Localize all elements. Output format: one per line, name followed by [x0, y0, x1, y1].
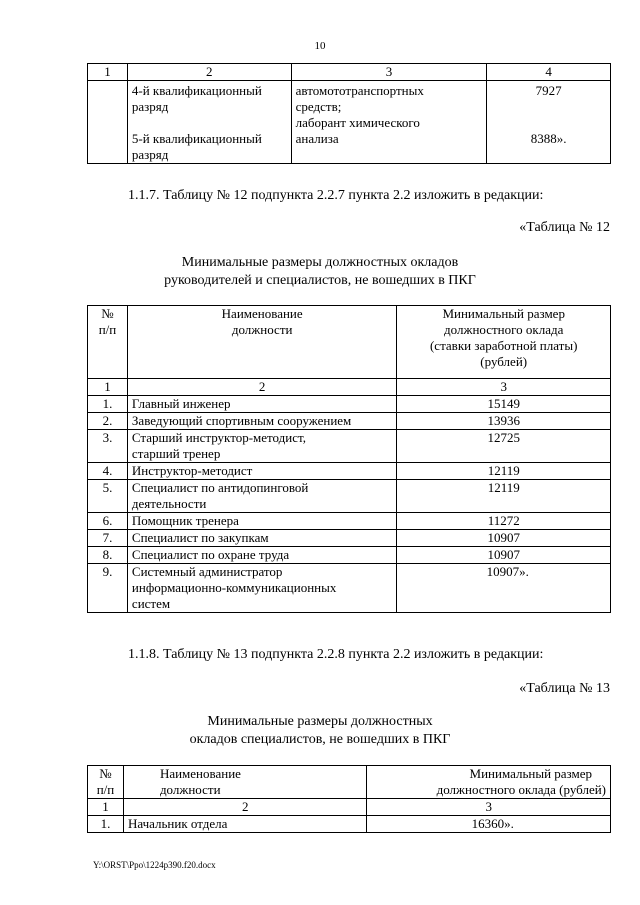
table-13-title: Минимальные размеры должностных окладов специалистов, не вошедших в ПКГ [189, 714, 451, 747]
table-index-row: 1 2 3 [88, 379, 611, 396]
paragraph-1-1-7: 1.1.7. Таблицу № 12 подпункта 2.2.7 пункта 2.2 изложить в редакции: [128, 188, 544, 203]
table-row [88, 81, 611, 164]
table-12 [87, 305, 611, 613]
col-header-name: Наименование должности [127, 306, 396, 379]
table-row: 6. Помощник тренера 11272 [88, 513, 611, 530]
table-row: 8. Специалист по охране труда 10907 [88, 547, 611, 564]
table-row: 4. Инструктор-методист 12119 [88, 463, 611, 480]
col-index: 1 [88, 64, 128, 81]
table-row: 1. Главный инженер 15149 [88, 396, 611, 413]
table-row: 7. Специалист по закупкам 10907 [88, 530, 611, 547]
rank-cell: 4-й квалификационный разряд 5-й квалификационный разряд [127, 81, 291, 164]
table-header-row [88, 64, 611, 81]
role-cell: автомототранспортных средств; лаборант химического анализа [291, 81, 487, 164]
paragraph-1-1-8: 1.1.8. Таблицу № 13 подпункта 2.2.8 пункта 2.2 изложить в редакции: [128, 647, 544, 662]
col-header-num: № п/п [88, 306, 128, 379]
value-cell: 7927 8388». [487, 81, 611, 164]
page-number: 10 [314, 40, 326, 52]
col-header-name: Наименование должности [123, 766, 367, 799]
col-header-salary: Минимальный размер должностного оклада (рублей) [367, 766, 611, 799]
table-row: 3. Старший инструктор-методист, старший тренер 12725 [88, 430, 611, 463]
col-index: 2 [127, 64, 291, 81]
col-index: 3 [291, 64, 487, 81]
footer-file-path: Y:\ORST\Ppo\1224p390.f20.docx [93, 860, 216, 870]
table-index-row: 1 2 3 [88, 799, 611, 816]
continued-table [87, 63, 611, 164]
table-header-row [88, 306, 611, 379]
col-header-salary: Минимальный размер должностного оклада (ставки заработной платы) (рублей) [397, 306, 611, 379]
table-row: 1. Начальник отдела 16360». [88, 816, 611, 833]
table-row: 5. Специалист по антидопинговой деятельности 12119 [88, 480, 611, 513]
col-index: 4 [487, 64, 611, 81]
table-row: 2. Заведующий спортивным сооружением 13936 [88, 413, 611, 430]
table-row: 9. Системный администратор информационно-коммуникационных систем 10907». [88, 564, 611, 613]
table-13-label: «Таблица № 13 [519, 681, 610, 696]
col-header-num: № п/п [88, 766, 124, 799]
table-12-label: «Таблица № 12 [519, 220, 610, 235]
table-13 [87, 765, 611, 833]
table-header-row [88, 766, 611, 799]
table-12-title: Минимальные размеры должностных окладов руководителей и специалистов, не вошедших в ПКГ [164, 255, 476, 288]
